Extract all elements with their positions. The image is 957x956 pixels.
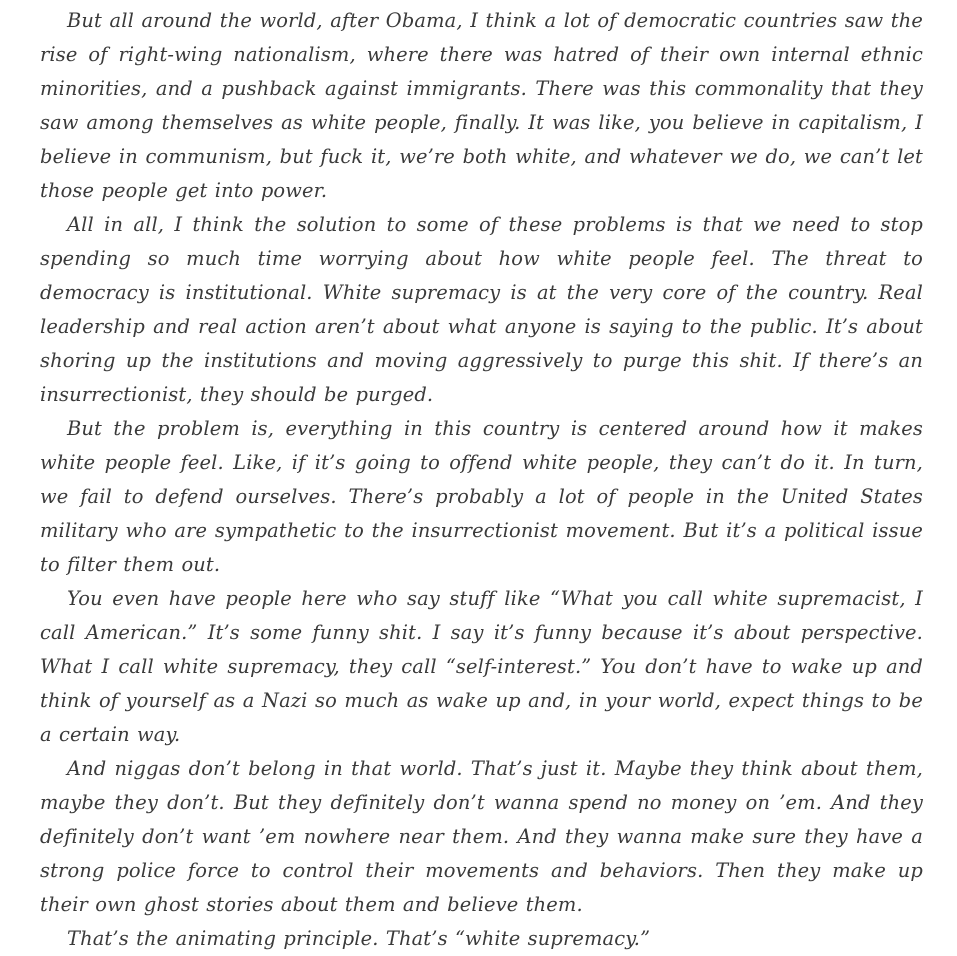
- paragraph: All in all, I think the solution to some of these problems is that we need to stop spending so much time worrying about how white people feel. The threat to democracy is institutional. White supremacy is at the very core of the country. Real leadership and real action aren’t about what anyone is saying to the public. It’s about shoring up the institutions and moving aggressively to purge this shit. If there’s an insurrectionist, they should be purged.: [40, 213, 923, 406]
- paragraph: And niggas don’t belong in that world. That’s just it. Maybe they think about them, maybe they don’t. But they definitely don’t wanna spend no money on ’em. And they definitely don’t want ’em nowhere near them. And they wanna make sure they have a strong police force to control their movements and behaviors. Then they make up their own ghost stories about them and believe them.: [40, 757, 923, 916]
- paragraph: But all around the world, after Obama, I think a lot of democratic countries saw the rise of right-wing nationalism, where there was hatred of their own internal ethnic minorities, and a pushback against immigrants. There was this commonality that they saw among themselves as white people, finally. It was like, you believe in capitalism, I believe in communism, but fuck it, we’re both white, and whatever we do, we can’t let those people get into power.: [40, 9, 923, 202]
- paragraph: That’s the animating principle. That’s “white supremacy.”: [67, 927, 651, 950]
- paragraph: But the problem is, everything in this country is centered around how it makes white people feel. Like, if it’s going to offend white people, they can’t do it. In turn, we fail to defend ourselves. There’s probably a lot of people in the United States military who are sympathetic to the insurrectionist movement. But it’s a political issue to filter them out.: [40, 417, 923, 576]
- document-body: [40, 4, 923, 956]
- paragraph: You even have people here who say stuff like “What you call white supremacist, I call American.” It’s some funny shit. I say it’s funny because it’s about perspective. What I call white supremacy, they call “self-interest.” You don’t have to wake up and think of yourself as a Nazi so much as wake up and, in your world, expect things to be a certain way.: [40, 587, 923, 746]
